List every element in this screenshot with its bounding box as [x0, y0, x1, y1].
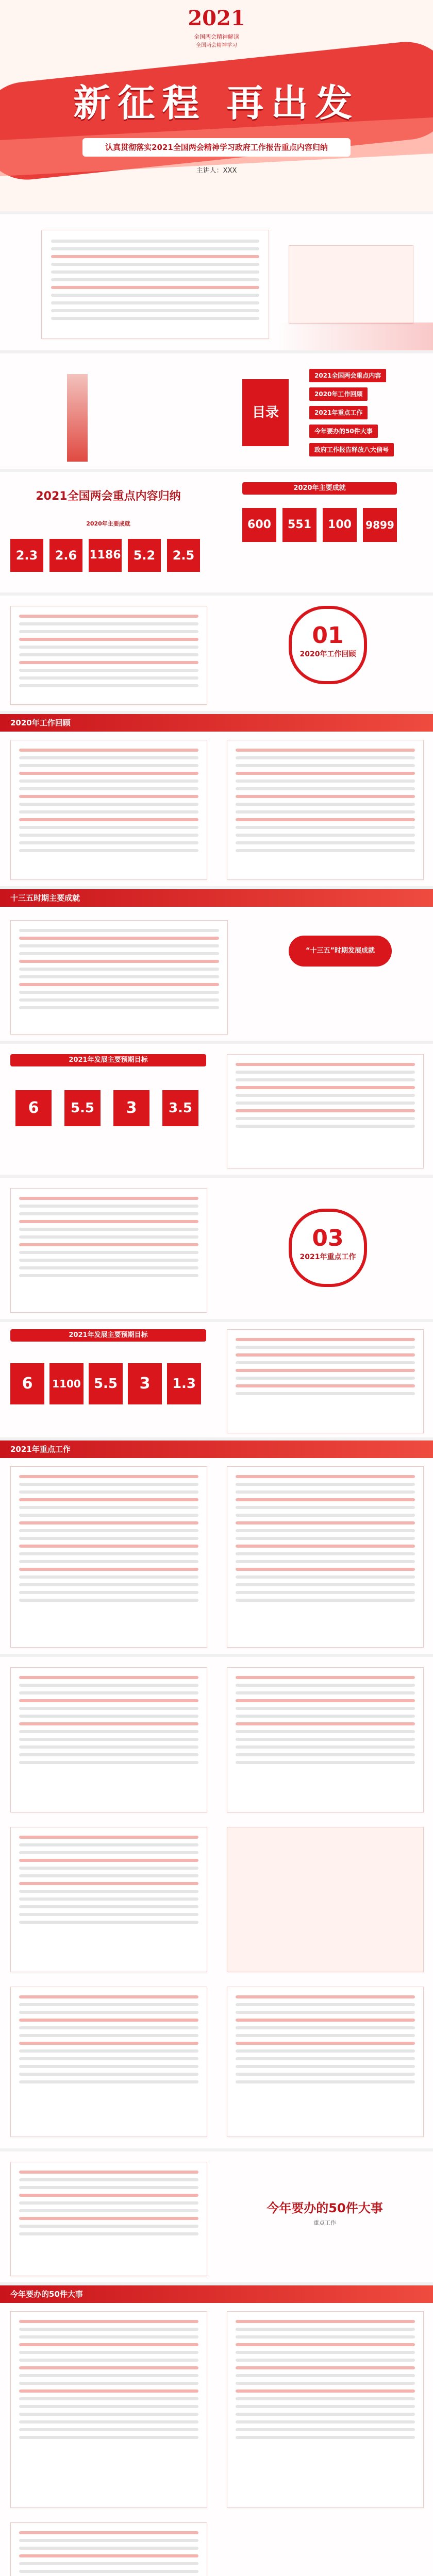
stat-3: 1186 [89, 539, 122, 572]
stat-6: 600 [242, 508, 276, 542]
section-title: 2021年重点工作 [299, 1253, 356, 1261]
achievements-slide [0, 886, 433, 1044]
stat-7: 551 [282, 508, 317, 542]
slide-title: 2021全国两会重点内容归纳 [36, 490, 181, 503]
section-04-slide [0, 2148, 433, 2285]
brand-subtitle: 全国两会精神解读 [194, 33, 239, 40]
section-subtitle: 重点工作 [313, 2219, 336, 2226]
text-block [10, 2162, 207, 2276]
slide-subtitle: 2020年主要成就 [86, 520, 130, 527]
section-title: 今年要办的50件大事 [267, 2201, 383, 2215]
stat-4: 5.2 [128, 539, 161, 572]
fifty-items-slides [0, 2282, 433, 2576]
key-work-list-right [227, 1466, 424, 1648]
section-badge [289, 1209, 367, 1287]
goals-slide [0, 1041, 433, 1178]
slide-label: 今年要办的50件大事 [10, 2290, 83, 2299]
goal-3: 3 [113, 1090, 149, 1126]
brand-subtitle-2: 全国两会精神学习 [196, 43, 237, 48]
section-03-slide [0, 1175, 433, 1322]
section-number: 03 [312, 1225, 344, 1251]
key-numbers-slide [0, 469, 433, 596]
goals-list [227, 1329, 424, 1433]
goal-1: 6 [10, 1363, 44, 1404]
review-list-left [10, 740, 207, 880]
stat-8: 100 [323, 508, 357, 542]
goal-3: 5.5 [89, 1363, 123, 1404]
text-block [10, 1188, 207, 1313]
stat-9: 9899 [363, 508, 397, 542]
achievement-center: “十三五”时期发展成就 [289, 936, 392, 967]
goal-4: 3.5 [162, 1090, 198, 1126]
goal-2: 5.5 [64, 1090, 101, 1126]
key-work-slide [0, 1437, 433, 1657]
goal-1: 6 [15, 1090, 52, 1126]
goals-list [227, 1054, 424, 1168]
cover-tagline: 认真贯彻落实2021全国两会精神学习政府工作报告重点内容归纳 [82, 138, 351, 157]
stat-header: 2020年主要成就 [242, 482, 397, 495]
review-slide [0, 711, 433, 889]
goals-slide-2 [0, 1319, 433, 1440]
landmark-graphic [67, 374, 88, 462]
toc-item-5[interactable]: 政府工作报告释放八大信号 [309, 443, 394, 456]
stat-1: 2.3 [10, 539, 43, 572]
key-work-detail-slides [0, 1654, 433, 2151]
toc-item-4[interactable]: 今年要办的50件大事 [309, 425, 378, 438]
brand-logo [139, 6, 294, 63]
illustration [227, 1827, 424, 1972]
achievement-list [10, 920, 228, 1035]
section-number: 01 [312, 622, 344, 649]
toc-item-2[interactable]: 2020年工作回顾 [309, 387, 368, 401]
intro-image [289, 245, 413, 324]
goals-header: 2021年发展主要预期目标 [10, 1054, 206, 1066]
intro-text-block [41, 230, 269, 339]
section-badge [289, 606, 367, 684]
key-work-list-left [10, 1466, 207, 1648]
toc-label: 目录 [242, 379, 289, 446]
section-title: 2020年工作回顾 [299, 650, 356, 658]
section-01-slide [0, 592, 433, 714]
slide-label: 2021年重点工作 [10, 1445, 71, 1454]
toc-item-3[interactable]: 2021年重点工作 [309, 406, 368, 419]
cover-title: 新征程 再出发 [73, 81, 360, 125]
stat-2: 2.6 [49, 539, 82, 572]
slide-label: 十三五时期主要成就 [10, 893, 80, 903]
text-block [10, 606, 207, 705]
brand-year: 2021 [188, 6, 245, 30]
intro-slide [0, 211, 433, 353]
review-list-right [227, 740, 424, 880]
slide-label: 2020年工作回顾 [10, 718, 71, 727]
goal-5: 1.3 [167, 1363, 201, 1404]
stat-5: 2.5 [167, 539, 200, 572]
toc-item-1[interactable]: 2021全国两会重点内容 [309, 369, 386, 382]
cover-byline: 主讲人：XXX [196, 167, 237, 175]
toc-slide [0, 350, 433, 472]
goal-4: 3 [128, 1363, 162, 1404]
cover-slide [0, 0, 433, 211]
goal-2: 1100 [49, 1363, 84, 1404]
goals-header: 2021年发展主要预期目标 [10, 1329, 206, 1342]
